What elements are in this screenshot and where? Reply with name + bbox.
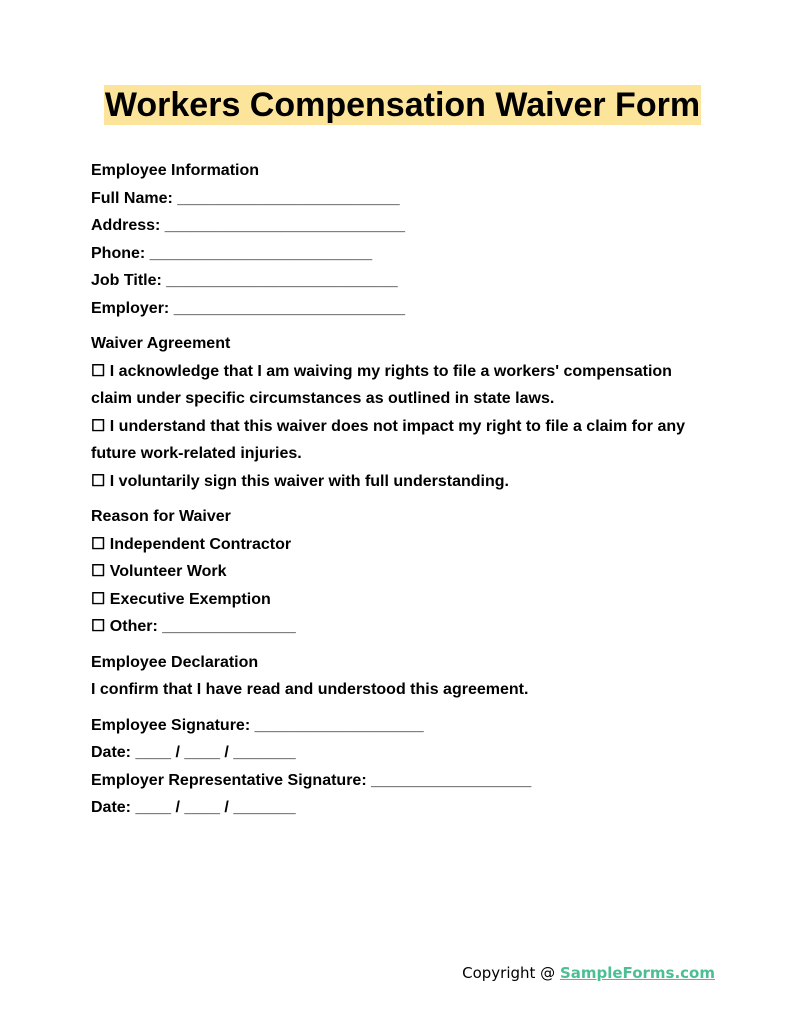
employee-date-field[interactable]: Date: ____ / ____ / _______: [91, 744, 296, 761]
waiver-agreement-section: [91, 330, 711, 495]
employee-info-heading: Employee Information: [91, 162, 260, 179]
address-field[interactable]: Address: ___________________________: [91, 217, 406, 234]
copyright-text: Copyright @: [462, 964, 560, 982]
job-title-field[interactable]: Job Title: __________________________: [91, 272, 398, 289]
declaration-text: I confirm that I have read and understood this agreement.: [91, 681, 529, 698]
reason-checkbox-other[interactable]: ☐ Other: _______________: [91, 618, 296, 635]
form-content: [91, 157, 711, 830]
page-title: Workers Compensation Waiver Form: [104, 86, 701, 124]
employer-signature-field[interactable]: Employer Representative Signature: __________________: [91, 771, 532, 789]
reason-checkbox-independent-contractor[interactable]: ☐ Independent Contractor: [91, 535, 292, 553]
agreement-checkbox-understand[interactable]: ☐ I understand that this waiver does not impact my right to file a claim for any future work-related injuries.: [91, 417, 686, 462]
reason-checkbox-executive-exemption[interactable]: ☐ Executive Exemption: [91, 590, 271, 608]
employee-info-section: [91, 157, 711, 322]
sampleforms-link[interactable]: SampleForms.com: [559, 964, 715, 982]
reason-checkbox-volunteer-work[interactable]: ☐ Volunteer Work: [91, 563, 227, 580]
full-name-field[interactable]: Full Name: _________________________: [91, 189, 400, 207]
declaration-section: [91, 649, 711, 704]
phone-field[interactable]: Phone: _________________________: [91, 244, 373, 262]
waiver-agreement-heading: Waiver Agreement: [91, 335, 231, 352]
title-wrap: [0, 85, 805, 125]
employer-field[interactable]: Employer: __________________________: [91, 299, 406, 317]
reason-section: [91, 503, 711, 641]
agreement-checkbox-acknowledge[interactable]: ☐ I acknowledge that I am waiving my rights to file a workers' compensation claim under specific circumstances as outlined in state laws.: [91, 362, 672, 407]
declaration-heading: Employee Declaration: [91, 653, 259, 671]
footer: [462, 964, 715, 982]
agreement-checkbox-voluntary[interactable]: ☐ I voluntarily sign this waiver with full understanding.: [91, 472, 509, 490]
employer-date-field[interactable]: Date: ____ / ____ / _______: [91, 799, 296, 816]
reason-heading: Reason for Waiver: [91, 508, 231, 525]
employee-signature-field[interactable]: Employee Signature: ___________________: [91, 716, 424, 734]
signatures-section: [91, 712, 711, 822]
